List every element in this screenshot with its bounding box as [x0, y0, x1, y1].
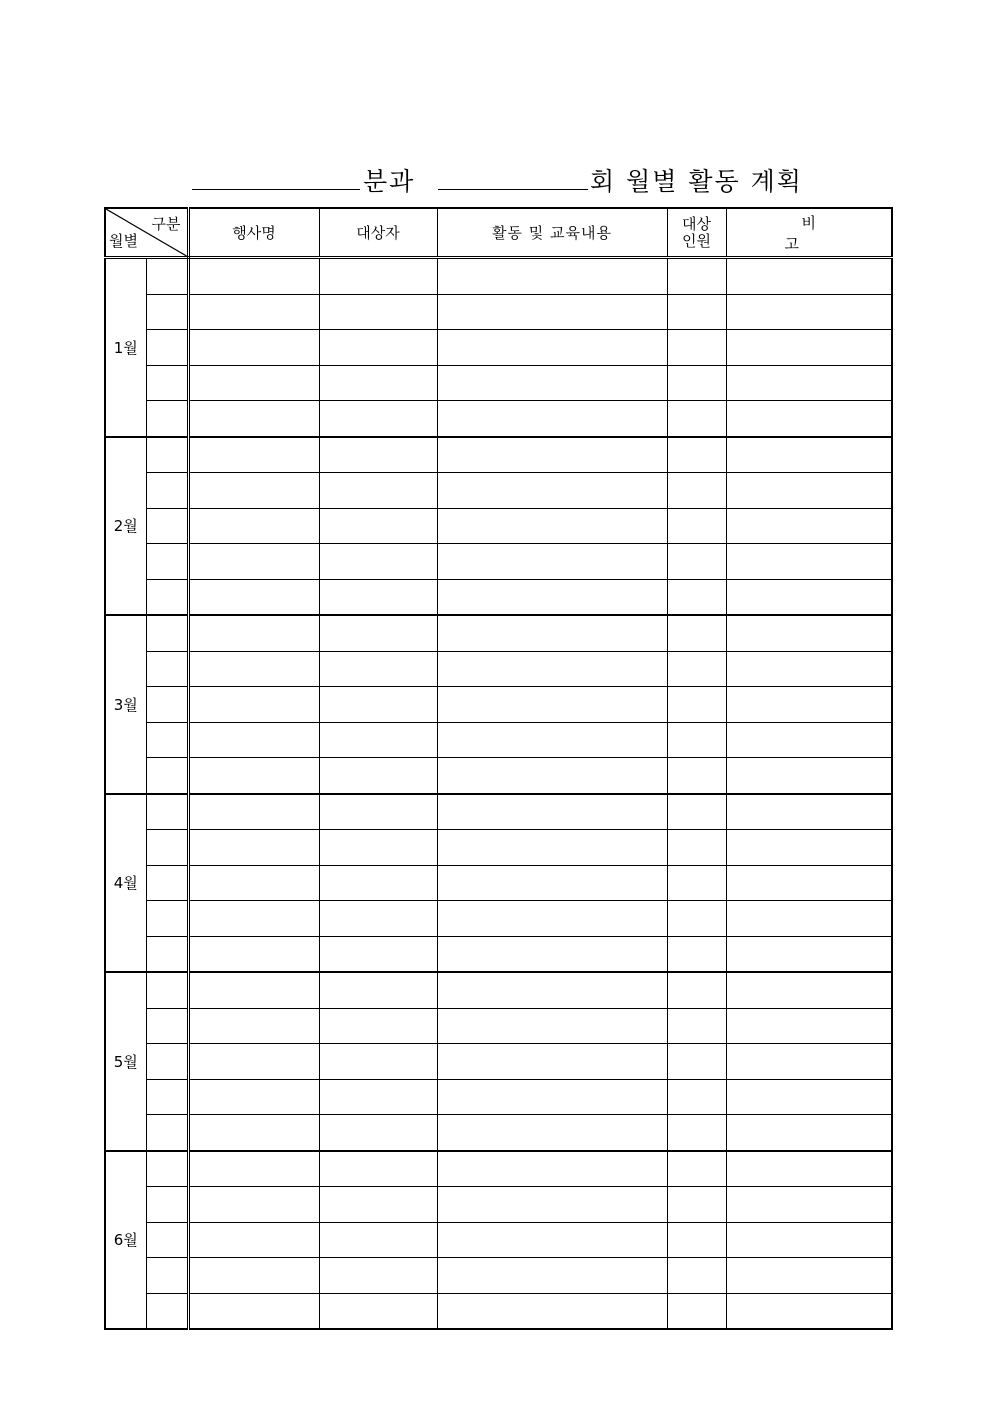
event-name-cell[interactable] [188, 1151, 319, 1187]
category-cell[interactable] [146, 544, 188, 580]
event-name-cell[interactable] [188, 901, 319, 937]
remarks-cell[interactable] [726, 1115, 892, 1151]
category-cell[interactable] [146, 1079, 188, 1115]
table-row [105, 1008, 892, 1044]
remarks-cell[interactable] [726, 544, 892, 580]
target-cell[interactable] [319, 1115, 437, 1151]
remarks-cell[interactable] [726, 865, 892, 901]
table-row [105, 544, 892, 580]
target-cell[interactable] [319, 936, 437, 972]
participant-count-cell[interactable] [667, 1222, 726, 1258]
content-cell[interactable] [437, 1293, 667, 1329]
month-label: 3월 [105, 615, 146, 794]
plan-body [105, 258, 892, 1330]
remarks-cell[interactable] [726, 936, 892, 972]
table-row [105, 794, 892, 830]
category-cell[interactable] [146, 508, 188, 544]
target-cell[interactable] [319, 258, 437, 295]
remarks-cell[interactable] [726, 508, 892, 544]
content-cell[interactable] [437, 579, 667, 615]
target-cell[interactable] [319, 1079, 437, 1115]
month-label: 6월 [105, 1151, 146, 1330]
category-cell[interactable] [146, 437, 188, 473]
target-cell[interactable] [319, 901, 437, 937]
target-cell[interactable] [319, 722, 437, 758]
participant-count-cell[interactable] [667, 722, 726, 758]
content-cell[interactable] [437, 651, 667, 687]
participant-count-cell[interactable] [667, 579, 726, 615]
participant-count-cell[interactable] [667, 758, 726, 794]
category-cell[interactable] [146, 1044, 188, 1080]
participant-count-cell[interactable] [667, 294, 726, 330]
category-cell[interactable] [146, 330, 188, 366]
header-diagonal-cell [105, 208, 188, 258]
event-name-cell[interactable] [188, 330, 319, 366]
event-name-cell[interactable] [188, 294, 319, 330]
table-row [105, 1258, 892, 1294]
participant-count-cell[interactable] [667, 1187, 726, 1223]
category-cell[interactable] [146, 972, 188, 1008]
remarks-cell[interactable] [726, 437, 892, 473]
header-month-label: 월별 [109, 232, 138, 250]
category-cell[interactable] [146, 1151, 188, 1187]
document-title [0, 160, 992, 200]
participant-count-cell[interactable] [667, 473, 726, 509]
category-cell[interactable] [146, 722, 188, 758]
category-cell[interactable] [146, 1008, 188, 1044]
header-category-label: 구분 [151, 215, 181, 233]
content-cell[interactable] [437, 365, 667, 401]
remarks-cell[interactable] [726, 1258, 892, 1294]
table-row [105, 258, 892, 295]
remarks-cell[interactable] [726, 365, 892, 401]
table-row [105, 865, 892, 901]
content-cell[interactable] [437, 758, 667, 794]
category-cell[interactable] [146, 794, 188, 830]
content-cell[interactable] [437, 972, 667, 1008]
target-cell[interactable] [319, 401, 437, 437]
target-cell[interactable] [319, 830, 437, 866]
category-cell[interactable] [146, 758, 188, 794]
target-cell[interactable] [319, 330, 437, 366]
remarks-cell[interactable] [726, 258, 892, 295]
content-cell[interactable] [437, 1044, 667, 1080]
table-row [105, 437, 892, 473]
event-name-cell[interactable] [188, 1044, 319, 1080]
event-name-cell[interactable] [188, 651, 319, 687]
participant-count-cell[interactable] [667, 865, 726, 901]
target-cell[interactable] [319, 294, 437, 330]
header-count-line2: 인원 [682, 231, 711, 250]
event-name-cell[interactable] [188, 508, 319, 544]
category-cell[interactable] [146, 615, 188, 651]
participant-count-cell[interactable] [667, 365, 726, 401]
category-cell[interactable] [146, 258, 188, 295]
category-cell[interactable] [146, 865, 188, 901]
category-cell[interactable] [146, 365, 188, 401]
participant-count-cell[interactable] [667, 901, 726, 937]
target-cell[interactable] [319, 1044, 437, 1080]
remarks-cell[interactable] [726, 1151, 892, 1187]
event-name-cell[interactable] [188, 473, 319, 509]
category-cell[interactable] [146, 936, 188, 972]
table-row [105, 758, 892, 794]
content-cell[interactable] [437, 936, 667, 972]
participant-count-cell[interactable] [667, 794, 726, 830]
table-row [105, 687, 892, 723]
remarks-cell[interactable] [726, 830, 892, 866]
remarks-cell[interactable] [726, 758, 892, 794]
event-name-cell[interactable] [188, 722, 319, 758]
remarks-cell[interactable] [726, 579, 892, 615]
participant-count-cell[interactable] [667, 972, 726, 1008]
category-cell[interactable] [146, 901, 188, 937]
content-cell[interactable] [437, 437, 667, 473]
target-cell[interactable] [319, 1258, 437, 1294]
target-cell[interactable] [319, 865, 437, 901]
category-cell[interactable] [146, 651, 188, 687]
table-row [105, 1293, 892, 1329]
participant-count-cell[interactable] [667, 830, 726, 866]
header-content [437, 208, 667, 258]
event-name-cell[interactable] [188, 1115, 319, 1151]
header-count-line1: 대상 [682, 214, 711, 233]
content-cell[interactable] [437, 865, 667, 901]
table-row [105, 1222, 892, 1258]
content-cell[interactable] [437, 830, 667, 866]
content-cell[interactable] [437, 508, 667, 544]
remarks-cell[interactable] [726, 615, 892, 651]
content-cell[interactable] [437, 258, 667, 295]
month-label: 1월 [105, 258, 146, 437]
table-row [105, 830, 892, 866]
target-cell[interactable] [319, 615, 437, 651]
table-row [105, 401, 892, 437]
remarks-cell[interactable] [726, 901, 892, 937]
event-name-cell[interactable] [188, 1293, 319, 1329]
table-row [105, 1044, 892, 1080]
event-name-cell[interactable] [188, 758, 319, 794]
target-cell[interactable] [319, 508, 437, 544]
table-row [105, 365, 892, 401]
monthly-plan-table [104, 207, 893, 1330]
participant-count-cell[interactable] [667, 1151, 726, 1187]
content-cell[interactable] [437, 1222, 667, 1258]
category-cell[interactable] [146, 473, 188, 509]
remarks-cell[interactable] [726, 294, 892, 330]
event-name-cell[interactable] [188, 544, 319, 580]
participant-count-cell[interactable] [667, 936, 726, 972]
remarks-cell[interactable] [726, 330, 892, 366]
event-name-cell[interactable] [188, 1222, 319, 1258]
target-cell[interactable] [319, 1008, 437, 1044]
content-cell[interactable] [437, 901, 667, 937]
table-row [105, 972, 892, 1008]
participant-count-cell[interactable] [667, 437, 726, 473]
event-name-cell[interactable] [188, 615, 319, 651]
content-cell[interactable] [437, 1187, 667, 1223]
category-cell[interactable] [146, 1293, 188, 1329]
target-cell[interactable] [319, 473, 437, 509]
target-cell[interactable] [319, 794, 437, 830]
content-cell[interactable] [437, 1008, 667, 1044]
remarks-cell[interactable] [726, 1044, 892, 1080]
category-cell[interactable] [146, 401, 188, 437]
participant-count-cell[interactable] [667, 330, 726, 366]
month-label: 5월 [105, 972, 146, 1151]
target-cell[interactable] [319, 972, 437, 1008]
header-remarks [726, 208, 892, 258]
header-remarks-label: 비 고 [784, 213, 850, 253]
header-participant-count [667, 208, 726, 258]
event-name-cell[interactable] [188, 1258, 319, 1294]
remarks-cell[interactable] [726, 1079, 892, 1115]
title-monthly-plan: 회 월별 활동 계획 [590, 167, 803, 196]
header-target: 대상자 [319, 208, 437, 258]
remarks-cell[interactable] [726, 473, 892, 509]
content-cell[interactable] [437, 1079, 667, 1115]
table-row [105, 651, 892, 687]
event-name-cell[interactable] [188, 579, 319, 615]
target-cell[interactable] [319, 1293, 437, 1329]
content-cell[interactable] [437, 722, 667, 758]
category-cell[interactable] [146, 1222, 188, 1258]
division-name-blank[interactable] [192, 189, 360, 190]
participant-count-cell[interactable] [667, 1293, 726, 1329]
table-row [105, 1079, 892, 1115]
remarks-cell[interactable] [726, 651, 892, 687]
title-bungwa: 분과 [363, 167, 416, 196]
category-cell[interactable] [146, 1187, 188, 1223]
table-row [105, 1115, 892, 1151]
target-cell[interactable] [319, 1187, 437, 1223]
content-cell[interactable] [437, 1258, 667, 1294]
content-cell[interactable] [437, 330, 667, 366]
participant-count-cell[interactable] [667, 651, 726, 687]
event-name-cell[interactable] [188, 865, 319, 901]
category-cell[interactable] [146, 579, 188, 615]
target-cell[interactable] [319, 687, 437, 723]
event-name-cell[interactable] [188, 1187, 319, 1223]
month-label: 4월 [105, 794, 146, 973]
remarks-cell[interactable] [726, 687, 892, 723]
participant-count-cell[interactable] [667, 258, 726, 295]
category-cell[interactable] [146, 687, 188, 723]
table-row [105, 1151, 892, 1187]
table-row [105, 330, 892, 366]
remarks-cell[interactable] [726, 794, 892, 830]
session-number-blank[interactable] [438, 189, 588, 190]
remarks-cell[interactable] [726, 722, 892, 758]
event-name-cell[interactable] [188, 936, 319, 972]
target-cell[interactable] [319, 758, 437, 794]
participant-count-cell[interactable] [667, 401, 726, 437]
participant-count-cell[interactable] [667, 687, 726, 723]
table-row [105, 901, 892, 937]
event-name-cell[interactable] [188, 365, 319, 401]
event-name-cell[interactable] [188, 258, 319, 295]
remarks-cell[interactable] [726, 972, 892, 1008]
participant-count-cell[interactable] [667, 544, 726, 580]
category-cell[interactable] [146, 830, 188, 866]
event-name-cell[interactable] [188, 1079, 319, 1115]
event-name-cell[interactable] [188, 830, 319, 866]
target-cell[interactable] [319, 1151, 437, 1187]
event-name-cell[interactable] [188, 401, 319, 437]
month-label: 2월 [105, 437, 146, 616]
target-cell[interactable] [319, 1222, 437, 1258]
content-cell[interactable] [437, 401, 667, 437]
event-name-cell[interactable] [188, 437, 319, 473]
table-row [105, 508, 892, 544]
header-event-name: 행사명 [188, 208, 319, 258]
participant-count-cell[interactable] [667, 1008, 726, 1044]
remarks-cell[interactable] [726, 1222, 892, 1258]
content-cell[interactable] [437, 687, 667, 723]
event-name-cell[interactable] [188, 972, 319, 1008]
content-cell[interactable] [437, 615, 667, 651]
category-cell[interactable] [146, 1115, 188, 1151]
participant-count-cell[interactable] [667, 1079, 726, 1115]
content-cell[interactable] [437, 1115, 667, 1151]
target-cell[interactable] [319, 365, 437, 401]
remarks-cell[interactable] [726, 1008, 892, 1044]
content-cell[interactable] [437, 794, 667, 830]
category-cell[interactable] [146, 1258, 188, 1294]
table-row [105, 936, 892, 972]
target-cell[interactable] [319, 579, 437, 615]
participant-count-cell[interactable] [667, 1115, 726, 1151]
category-cell[interactable] [146, 294, 188, 330]
participant-count-cell[interactable] [667, 615, 726, 651]
target-cell[interactable] [319, 544, 437, 580]
table-row [105, 473, 892, 509]
table-row [105, 1187, 892, 1223]
event-name-cell[interactable] [188, 687, 319, 723]
content-cell[interactable] [437, 1151, 667, 1187]
participant-count-cell[interactable] [667, 1044, 726, 1080]
table-row [105, 722, 892, 758]
remarks-cell[interactable] [726, 1293, 892, 1329]
participant-count-cell[interactable] [667, 1258, 726, 1294]
content-cell[interactable] [437, 294, 667, 330]
table-row [105, 579, 892, 615]
target-cell[interactable] [319, 437, 437, 473]
content-cell[interactable] [437, 473, 667, 509]
event-name-cell[interactable] [188, 1008, 319, 1044]
target-cell[interactable] [319, 651, 437, 687]
content-cell[interactable] [437, 544, 667, 580]
participant-count-cell[interactable] [667, 508, 726, 544]
header-row [105, 208, 892, 258]
remarks-cell[interactable] [726, 1187, 892, 1223]
table-row [105, 294, 892, 330]
event-name-cell[interactable] [188, 794, 319, 830]
header-content-label: 활동 및 교육내용 [492, 224, 612, 242]
table-row [105, 615, 892, 651]
remarks-cell[interactable] [726, 401, 892, 437]
